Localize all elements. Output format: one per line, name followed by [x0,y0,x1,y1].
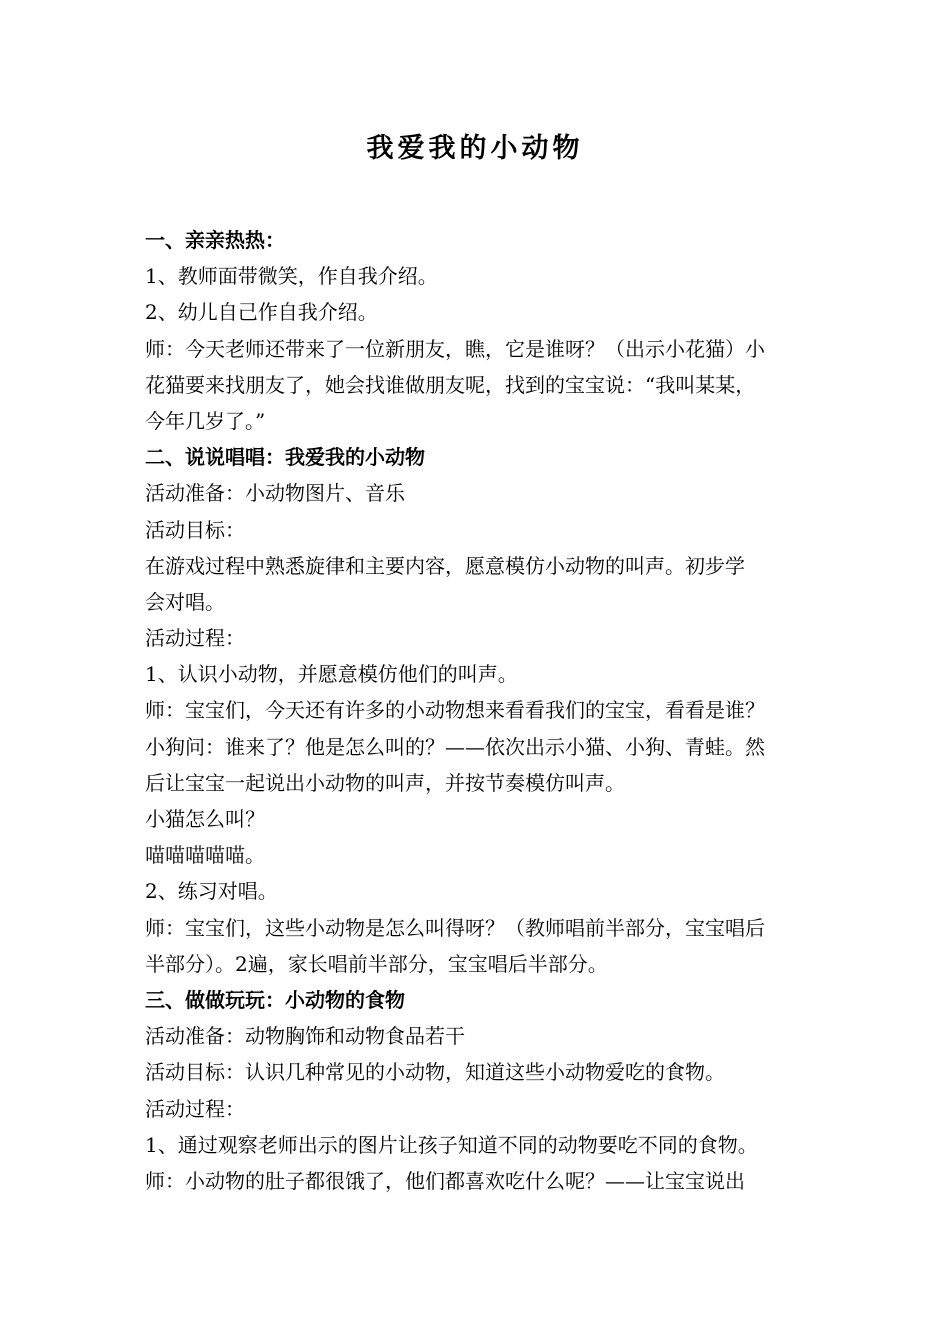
text-line: 花猫要来找朋友了，她会找谁做朋友呢，找到的宝宝说：“我叫某某， [145,372,756,397]
text-line: 2、练习对唱。 [145,879,278,904]
text-line: 活动准备：小动物图片、音乐 [145,481,405,506]
text-line: 活动过程： [145,1096,245,1121]
text-line: 活动准备：动物胸饰和动物食品若干 [145,1024,465,1049]
text-line: 今年几岁了。” [145,408,266,433]
text-line: 1、教师面带微笑，作自我介绍。 [145,264,438,289]
text-line: 小狗问：谁来了？他是怎么叫的？——依次出示小猫、小狗、青蛙。然 [145,734,765,759]
text-line: 在游戏过程中熟悉旋律和主要内容，愿意模仿小动物的叫声。初步学 [145,553,745,578]
text-line: 活动过程： [145,626,245,651]
text-line: 后让宝宝一起说出小动物的叫声，并按节奏模仿叫声。 [145,770,625,795]
section-heading: 二、说说唱唱：我爱我的小动物 [145,445,425,470]
document-title: 我爱我的小动物 [366,133,584,164]
text-line: 小猫怎么叫？ [145,807,265,831]
section-heading: 三、做做玩玩：小动物的食物 [145,987,405,1012]
section-heading: 一、亲亲热热： [145,228,285,252]
text-line: 会对唱。 [145,589,225,614]
text-line: 活动目标： [145,517,245,542]
text-line: 喵喵喵喵喵。 [145,843,265,868]
text-line: 1、通过观察老师出示的图片让孩子知道不同的动物要吃不同的食物。 [145,1132,758,1157]
text-line: 师：今天老师还带来了一位新朋友，瞧，它是谁呀？（出示小花猫）小 [145,336,765,361]
text-line: 师：宝宝们，这些小动物是怎么叫得呀？（教师唱前半部分，宝宝唱后 [145,915,765,940]
text-line: 1、认识小动物，并愿意模仿他们的叫声。 [145,662,518,687]
text-line: 2、幼儿自己作自我介绍。 [145,300,378,325]
text-line: 师：小动物的肚子都很饿了，他们都喜欢吃什么呢？——让宝宝说出 [145,1168,745,1193]
text-line: 师：宝宝们，今天还有许多的小动物想来看看我们的宝宝，看看是谁？ [145,698,765,723]
text-line: 半部分）。2遍，家长唱前半部分，宝宝唱后半部分。 [145,951,608,976]
document-body [145,222,835,1199]
text-line: 活动目标：认识几种常见的小动物，知道这些小动物爱吃的食物。 [145,1060,725,1085]
